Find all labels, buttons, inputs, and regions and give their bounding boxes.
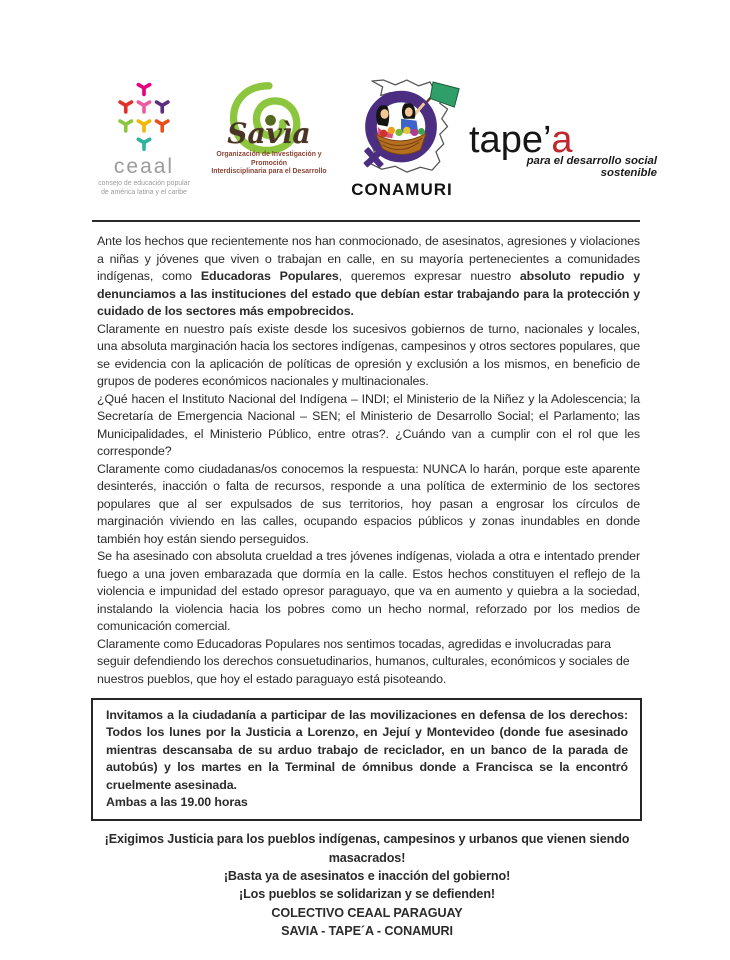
invitation-text: Invitamos a la ciudadanía a participar de las movilizaciones en defensa de los derechos: Todos los lunes por la Justicia a Lorenzo, en Jejuí y Montevideo (donde fue asesinado mientras descansaba de su arduo trabajo de reciclador, en un banco de la parada de autobús) y los martes en la Terminal de ómnibus donde a Francisca se la encontró cruelmente asesinada. [106, 708, 628, 792]
paragraph-5: Se ha asesinado con absoluta crueldad a tres jóvenes indígenas, violada a otra e intentado prender fuego a una joven embarazada que dormía en la calle. Estos hechos constituyen el reflejo de la violencia e impunidad del estado opresor paraguayo, que va en aumento y quiebra a la sociedad, instalando la violencia hacia los pobres como un hecho normal, reforzado por los medios de comunicación comercial. [97, 549, 640, 633]
signature-orgs: SAVIA - TAPE´A - CONAMURI [281, 923, 453, 938]
ceaal-logo [87, 78, 201, 197]
paragraph-2: Claramente en nuestro país existe desde los sucesivos gobiernos de turno, nacionales y locales, una absoluta marginación hacia los sectores indígenas, campesinos y otros sectores populares, que se evidencia con la aplicación de políticas de opresión y exclusión a los mismos, en beneficio de grupos de poderes económicos nacionales y multinacionales. [97, 321, 640, 388]
paragraph-3: ¿Qué hacen el Instituto Nacional del Indígena – INDI; el Ministerio de la Niñez y la Adolescencia; la Secretaría de Emergencia Nacional – SEN; el Ministerio de Desarrollo Social; el Parlamento; las Municipalidades, el Ministerio Público, entre otras?. ¿Cuándo van a cumplir con el rol que les corresponde? [97, 391, 640, 458]
logo-row [87, 78, 657, 206]
savia-wordmark: Savìa [227, 117, 311, 150]
paragraph-6: Claramente como Educadoras Populares nos sentimos tocadas, agredidas e involucradas para seguir defendiendo los derechos consuetudinarios, humanos, culturales, económicos y sociales de nuestros pueblos, que hoy el estado paraguayo está pisoteando. [97, 636, 630, 686]
ceaal-wordmark: ceaal [113, 155, 175, 178]
invitation-box [91, 698, 642, 821]
signature-colectivo: COLECTIVO CEAAL PARAGUAY [271, 905, 463, 920]
savia-logo [205, 78, 333, 177]
slogan-pueblos: ¡Los pueblos se solidarizan y se defienden! [238, 887, 496, 902]
conamuri-emblem-icon [339, 78, 465, 179]
closing-slogans [93, 830, 641, 940]
ceaal-tagline: consejo de educación popular de américa latina y el caribe [98, 180, 190, 196]
slogan-basta: ¡Basta ya de asesinatos e inacción del gobierno! [223, 869, 511, 884]
savia-tagline: Organización de Investigación y Promoción Interdisciplinaria para el Desarrollo [211, 151, 327, 176]
tapea-logo [469, 78, 657, 179]
ceaal-logo-icon [102, 78, 186, 154]
tapea-tagline: para el desarrollo social sostenible [526, 155, 657, 179]
paragraph-4: Claramente como ciudadanas/os conocemos la respuesta: NUNCA lo harán, porque este aparente desinterés, inacción o falta de recursos, responde a una política de exterminio de los sectores populares que al ser expulsados de sus territorios, hoy pasan a engrosar los círculos de marginación viviendo en las calles, ocupando espacios públicos y zonas inundables en donde también hoy están siendo perseguidos. [97, 461, 640, 546]
paragraph-1: Ante los hechos que recientemente nos han conmocionado, de asesinatos, agresiones y violaciones a niñas y jóvenes que viven o trabajan en calle, en su mayoría pertenecientes a comunidades indígenas, como Educadoras Populares, queremos expresar nuestro absoluto repudio y denunciamos a las instituciones del estado que debían estar trabajando para la protección y cuidado de los sectores más empobrecidos. [97, 234, 640, 318]
horizontal-divider [92, 220, 640, 222]
tapea-wordmark: tape’a [469, 119, 573, 161]
conamuri-wordmark: CONAMURI [351, 180, 453, 199]
conamuri-logo [337, 78, 467, 200]
slogan-justice: ¡Exigimos Justicia para los pueblos indígenas, campesinos y urbanos que vienen siendo masacrados! [104, 832, 630, 865]
tapea-red-a: a [551, 119, 573, 161]
invitation-time: Ambas a las 19.00 horas [106, 795, 248, 810]
statement-body [97, 233, 640, 688]
